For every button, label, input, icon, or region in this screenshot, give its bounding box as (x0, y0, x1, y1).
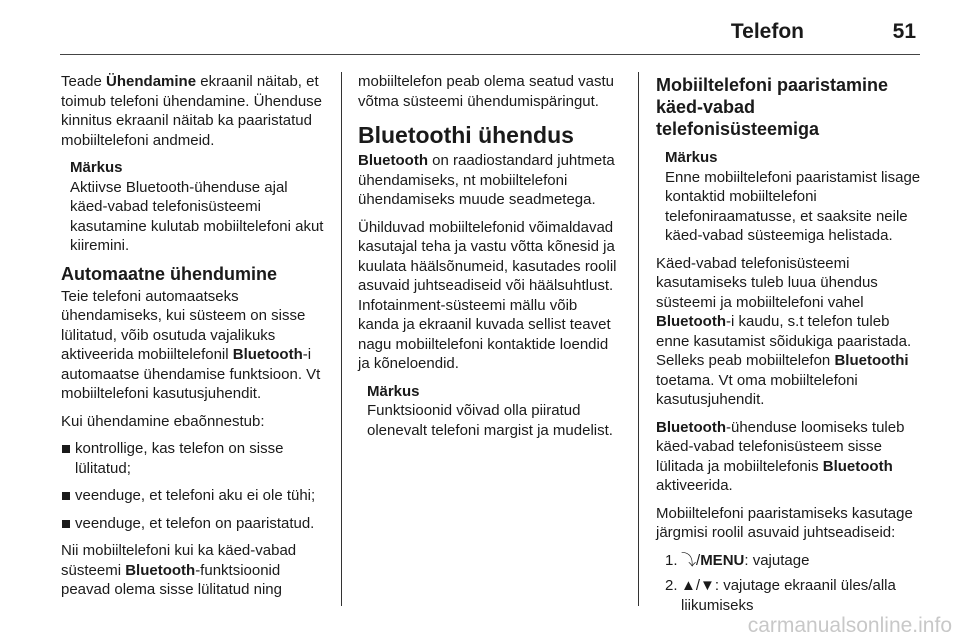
column-3 (656, 72, 922, 621)
phone-key-icon: ⤵ (681, 551, 697, 569)
up-down-arrow-icon: ▲/▼ (681, 577, 715, 594)
note-text: Funktsioonid võivad olla piiratud olenevalt telefoni margist ja mudelist. (367, 402, 613, 439)
bluetooth-on-paragraph: Nii mobiiltelefoni kui ka käed-vabad süsteemi Bluetooth-funktsioonid peavad olema sisse lülitatud ning (61, 542, 297, 598)
note-text: Enne mobiiltelefoni paaristamist lisage kontaktid mobiiltelefoni telefoniraamatusse, et saaksite neile käed-vabad süsteemiga helistada. (665, 168, 921, 244)
auto-connect-paragraph: Teie telefoni automaatseks ühendamiseks, kui süsteem on sisse lülitatud, võib osutuda vajalikuks aktiveerida mobiiltelefonil Bluetooth-i automaatse ühendamise funktsioon. Vt mobiiltelefoni kasutusjuhendit. (61, 287, 321, 402)
note-battery (70, 158, 329, 256)
note-functions (367, 382, 620, 441)
heading-bluetooth-connection: Bluetoothi ühendus (358, 122, 574, 148)
pairing-paragraph: Käed-vabad telefonisüsteemi kasutamiseks tuleb luua ühendus süsteemi ja mobiiltelefoni vahel Bluetooth-i kaudu, s.t telefon tuleb enne kasutamist sõidukiga paaristada. Selleks peab mobiiltelefon Bluetoothi toetama. Vt oma mobiiltelefoni kasutusjuhendit. (656, 254, 912, 408)
step-number: 1. (665, 551, 678, 569)
bluetooth-definition: Bluetooth on raadiostandard juhtmeta ühendamiseks, nt mobiiltelefoni ühendamiseks muude seadmetega. (358, 152, 615, 208)
watermark: carmanualsonline.info (747, 614, 952, 637)
failure-checklist (61, 439, 329, 533)
pairing-steps (656, 551, 922, 616)
compatible-phones-paragraph: Ühilduvad mobiiltelefonid võimaldavad kasutajal teha ja vastu võtta kõnesid ja kuulata häälsõnumeid, kasutades roolil asuvaid juhtseadiseid või häälsuhtlust. Infotainment-süsteemi mällu võib kanda ja ekraanil kuvada sellist teavet nagu mobiiltelefoni kontaktide loendid ja kõneloendid. (358, 218, 617, 372)
column-1 (61, 72, 329, 608)
heading-pairing: Mobiiltelefoni paaristamine käed-vabad telefonisüsteemiga (656, 75, 889, 139)
page-header (60, 18, 920, 55)
note-title: Märkus (665, 149, 718, 166)
note-title: Märkus (70, 159, 123, 176)
list-item: kontrollige, kas telefon on sisse lülitatud; (61, 439, 329, 478)
note-text: Aktiivse Bluetooth-ühenduse ajal käed-vabad telefonisüsteemi kasutamine kulutab mobiiltelefoni akut kiiremini. (70, 178, 324, 254)
heading-auto-connect: Automaatne ühendumine (61, 263, 278, 284)
list-item: 1. ⤵/MENU: vajutage (665, 551, 810, 569)
list-item: veenduge, et telefon on paaristatud. (61, 514, 329, 534)
menu-key: MENU (700, 551, 745, 569)
connecting-paragraph: Teade Ühendamine ekraanil näitab, et toimub telefoni ühendamine. Ühenduse kinnitus ekraanil näitab ka paaristatud mobiiltelefoni andmeid. (61, 73, 323, 149)
list-item: 2. ▲/▼: vajutage ekraanil üles/alla liikumiseks (665, 577, 896, 614)
step-number: 2. (665, 577, 678, 594)
controls-intro: Mobiiltelefoni paaristamiseks kasutage järgmisi roolil asuvaid juhtseadiseid: (656, 504, 913, 541)
failure-intro: Kui ühendamine ebaõnnestub: (61, 412, 265, 430)
note-title: Märkus (367, 382, 420, 400)
page-number: 51 (892, 20, 916, 43)
continued-paragraph: mobiiltelefon peab olema seatud vastu võtma süsteemi ühendumispäringut. (358, 73, 614, 110)
column-divider (638, 72, 639, 606)
activation-paragraph: Bluetooth-ühenduse loomiseks tuleb käed-vabad telefonisüsteem sisse lülitada ja mobiiltelefonis Bluetooth aktiveerida. (656, 418, 905, 494)
chapter-title: Telefon (730, 20, 804, 43)
note-contacts (665, 148, 922, 246)
list-item: veenduge, et telefoni aku ei ole tühi; (61, 486, 329, 506)
column-2 (358, 72, 620, 448)
column-divider (341, 72, 342, 606)
